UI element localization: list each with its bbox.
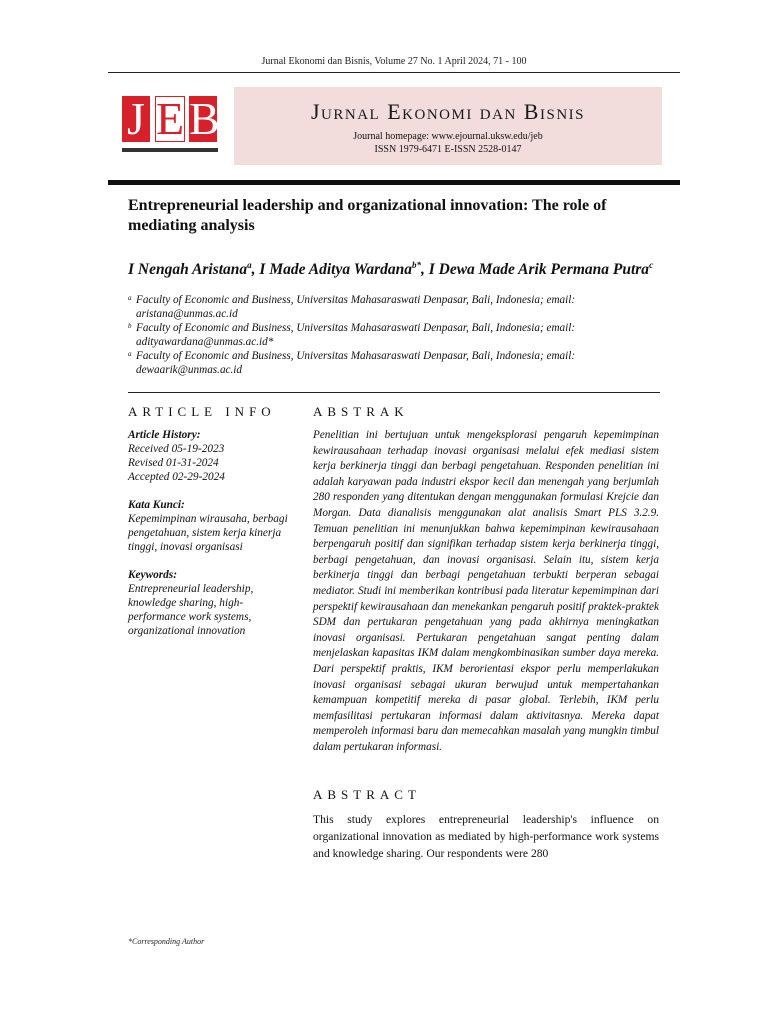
header-rule bbox=[108, 72, 680, 73]
author-sep: , bbox=[251, 261, 260, 279]
logo-letter-j: J bbox=[122, 96, 150, 142]
logo-underline bbox=[122, 148, 218, 152]
logo-letter-b: B bbox=[189, 93, 220, 144]
history-label: Article History: bbox=[128, 429, 201, 441]
accepted-date: Accepted 02-29-2024 bbox=[128, 471, 225, 483]
author-name: I Nengah Aristana bbox=[128, 261, 248, 279]
kata-kunci-block bbox=[128, 498, 296, 554]
keywords-block bbox=[128, 568, 296, 638]
affiliation-sup: b bbox=[128, 322, 132, 330]
author-sup: a bbox=[247, 260, 252, 270]
running-head: Jurnal Ekonomi dan Bisnis, Volume 27 No. 1 April 2024, 71 - 100 bbox=[261, 56, 527, 67]
author-sup: c bbox=[649, 260, 654, 270]
keywords-label: Keywords: bbox=[128, 569, 177, 581]
revised-date: Revised 01-31-2024 bbox=[128, 457, 219, 469]
keywords-text: Entrepreneurial leadership, knowledge sharing, high-performance work systems, organizational innovation bbox=[128, 583, 254, 637]
affiliation bbox=[128, 349, 660, 377]
journal-name: Jurnal Ekonomi dan Bisnis bbox=[310, 99, 585, 124]
abstract-column bbox=[313, 404, 659, 862]
affiliation-text: Faculty of Economic and Business, Universitas Mahasaraswati Denpasar, Bali, Indonesia; email: dewaarik@unmas.ac.id bbox=[136, 350, 576, 376]
affiliation-text: Faculty of Economic and Business, Universitas Mahasaraswati Denpasar, Bali, Indonesia; email: adityawardana@unmas.ac.id* bbox=[136, 322, 576, 348]
affiliation-text: Faculty of Economic and Business, Universitas Mahasaraswati Denpasar, Bali, Indonesia; email: aristana@unmas.ac.id bbox=[136, 294, 576, 320]
abstrak-heading: ABSTRAK bbox=[313, 404, 409, 419]
author-name: I Dewa Made Arik Permana Putra bbox=[428, 261, 650, 279]
abstract-text: This study explores entrepreneurial leadership's influence on organizational innovation as mediated by high-performance work systems and knowledge sharing. Our respondents were 280 bbox=[313, 813, 659, 861]
journal-issn: ISSN 1979-6471 E-ISSN 2528-0147 bbox=[374, 144, 522, 155]
corresponding-author-note: *Corresponding Author bbox=[128, 937, 205, 946]
affiliation-list bbox=[128, 293, 660, 377]
author-sep: , bbox=[420, 261, 429, 279]
received-date: Received 05-19-2023 bbox=[128, 443, 225, 455]
kata-kunci-label: Kata Kunci: bbox=[128, 499, 185, 511]
article-info-column bbox=[128, 404, 296, 652]
author-list bbox=[128, 256, 660, 279]
article-title: Entrepreneurial leadership and organizational innovation: The role of mediating analysis bbox=[128, 197, 607, 234]
article-info-heading: ARTICLE INFO bbox=[128, 404, 276, 419]
article-history bbox=[128, 428, 296, 484]
section-rule bbox=[128, 392, 660, 393]
kata-kunci-text: Kepemimpinan wirausaha, berbagi pengetahuan, sistem kerja kinerja tinggi, inovasi organisasi bbox=[128, 513, 288, 553]
abstract-heading: ABSTRACT bbox=[313, 787, 421, 803]
affiliation bbox=[128, 321, 660, 349]
author-name: I Made Aditya Wardana bbox=[259, 261, 412, 279]
affiliation-sup: a bbox=[128, 294, 132, 302]
masthead bbox=[108, 78, 680, 176]
abstrak-text: Penelitian ini bertujuan untuk mengeksplorasi pengaruh kepemimpinan kewirausahaan terhadap inovasi organisasi melalui efek mediasi sistem kerja berkinerja tinggi dan berbagi pengetahuan. Responden penelitian ini adalah karyawan pada industri ekspor kecil dan menengah yang berjumlah 280 responden yang ditentukan dengan menggunakan formulasi Krejcie dan Morgan. Data dianalisis menggunakan alat analisis Smart PLS 3.2.9. Temuan penelitian ini menunjukkan bahwa kepemimpinan kewirausahaan berpengaruh positif dan signifikan terhadap sistem kerja berkinerja tinggi, berbagi pengetahuan, dan inovasi organisasi. Selain itu, sistem kerja berkinerja tinggi dan berbagi pengetahuan terbukti berperan sebagai mediator. Studi ini memberikan kontribusi pada literatur kepemimpinan dari perspektif kewirausahaan dan menekankan pengaruh positif praktek-praktek SDM dan pertukaran pengetahuan yang pada akhirnya meningkatkan inovasi organisasi. Pertukaran pengetahuan sangat penting dalam menjelaskan kapasitas IKM dalam mengkombinasikan sumber daya mereka. Dari perspektif praktis, IKM berorientasi ekspor perlu memperlakukan inovasi organisasi sebagai ukuran berwujud untuk mempertahankan kemampuan kompetitif mereka di pasar global. Terlebih, IKM perlu memfasilitasi pertukaran informasi dalam aktivitasnya. Mereka dapat memperoleh informasi baru dan memecahkan masalah yang mungkin timbul dalam pertukaran informasi. bbox=[313, 429, 659, 753]
journal-homepage: Journal homepage: www.ejournal.uksw.edu/jeb bbox=[353, 131, 543, 142]
jeb-logo bbox=[122, 93, 220, 154]
affiliation-sup: a bbox=[128, 350, 132, 358]
logo-letter-e: E bbox=[156, 93, 185, 144]
author-sup: b* bbox=[411, 260, 421, 270]
affiliation bbox=[128, 293, 660, 321]
journal-banner bbox=[234, 87, 662, 165]
masthead-rule bbox=[108, 180, 680, 185]
